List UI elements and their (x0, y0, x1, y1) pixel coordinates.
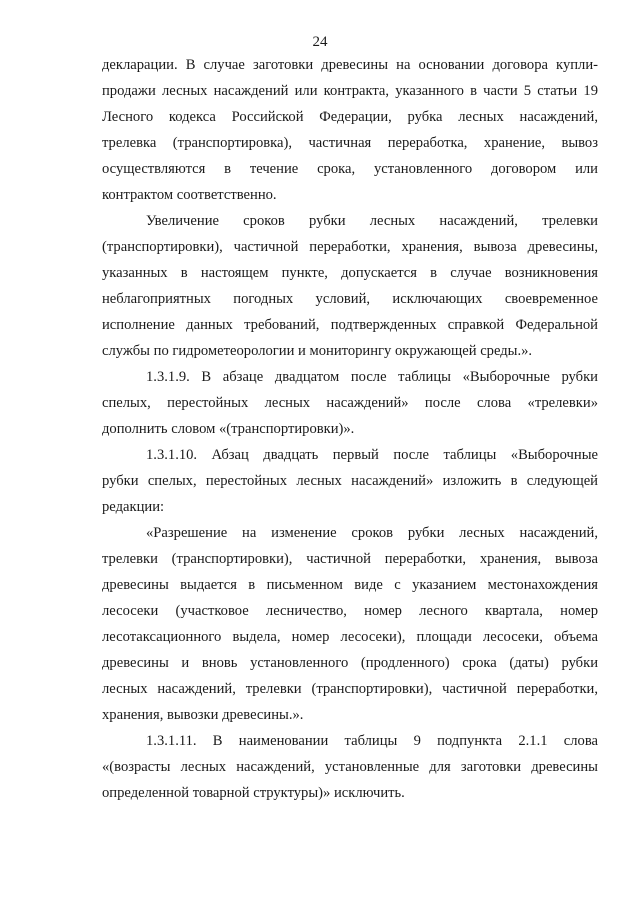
text-line: неблагоприятных погодных условий, исключающих своевременное (102, 291, 598, 307)
text-line: трелевки (транспортировки), частичной переработки, хранения, вывоза (102, 551, 598, 567)
text-line: (транспортировки), частичной переработки, хранения, вывоза древесины, (102, 239, 598, 255)
text-line: указанных в настоящем пункте, допускается в случае возникновения (102, 265, 598, 281)
text-line: хранения, вывозки древесины.». (102, 707, 304, 723)
text-line: контрактом соответственно. (102, 187, 277, 203)
text-line: осуществляются в течение срока, установленного договором или (102, 161, 598, 177)
text-line: исполнение данных требований, подтвержденных справкой Федеральной (102, 317, 598, 333)
text-line: службы по гидрометеорологии и мониторингу окружающей среды.». (102, 343, 533, 359)
text-line: декларации. В случае заготовки древесины на основании договора купли- (102, 57, 598, 73)
text-line: продажи лесных насаждений или контракта, указанного в части 5 статьи 19 (102, 83, 598, 99)
text-line: «Разрешение на изменение сроков рубки лесных насаждений, (146, 525, 598, 541)
text-line: спелых, перестойных лесных насаждений» после слова «трелевки» (102, 395, 598, 411)
text-line: лесотаксационного выдела, номер лесосеки), площади лесосеки, объема (102, 629, 598, 645)
text-line: Лесного кодекса Российской Федерации, рубка лесных насаждений, (102, 109, 598, 125)
text-line: 1.3.1.10. Абзац двадцать первый после таблицы «Выборочные (146, 447, 598, 463)
text-line: лесосеки (участковое лесничество, номер лесного квартала, номер (102, 603, 598, 619)
text-line: древесины выдается в письменном виде с указанием местонахождения (102, 577, 598, 593)
text-line: дополнить словом «(транспортировки)». (102, 421, 355, 437)
page-number: 24 (312, 34, 328, 50)
text-line: древесины и вновь установленного (продленного) срока (даты) рубки (102, 655, 598, 671)
text-line: Увеличение сроков рубки лесных насаждений, трелевки (146, 213, 598, 229)
text-line: «(возрасты лесных насаждений, установленные для заготовки древесины (102, 759, 598, 775)
text-line: трелевка (транспортировка), частичная переработка, хранение, вывоз (102, 135, 598, 151)
text-line: рубки спелых, перестойных лесных насаждений» изложить в следующей (102, 473, 598, 489)
text-line: редакции: (102, 499, 165, 515)
text-line: 1.3.1.11. В наименовании таблицы 9 подпункта 2.1.1 слова (146, 733, 598, 749)
text-line: 1.3.1.9. В абзаце двадцатом после таблицы «Выборочные рубки (146, 369, 598, 385)
text-line: лесных насаждений, трелевки (транспортировки), частичной переработки, (102, 681, 598, 697)
text-line: определенной товарной структуры)» исключить. (102, 785, 405, 801)
